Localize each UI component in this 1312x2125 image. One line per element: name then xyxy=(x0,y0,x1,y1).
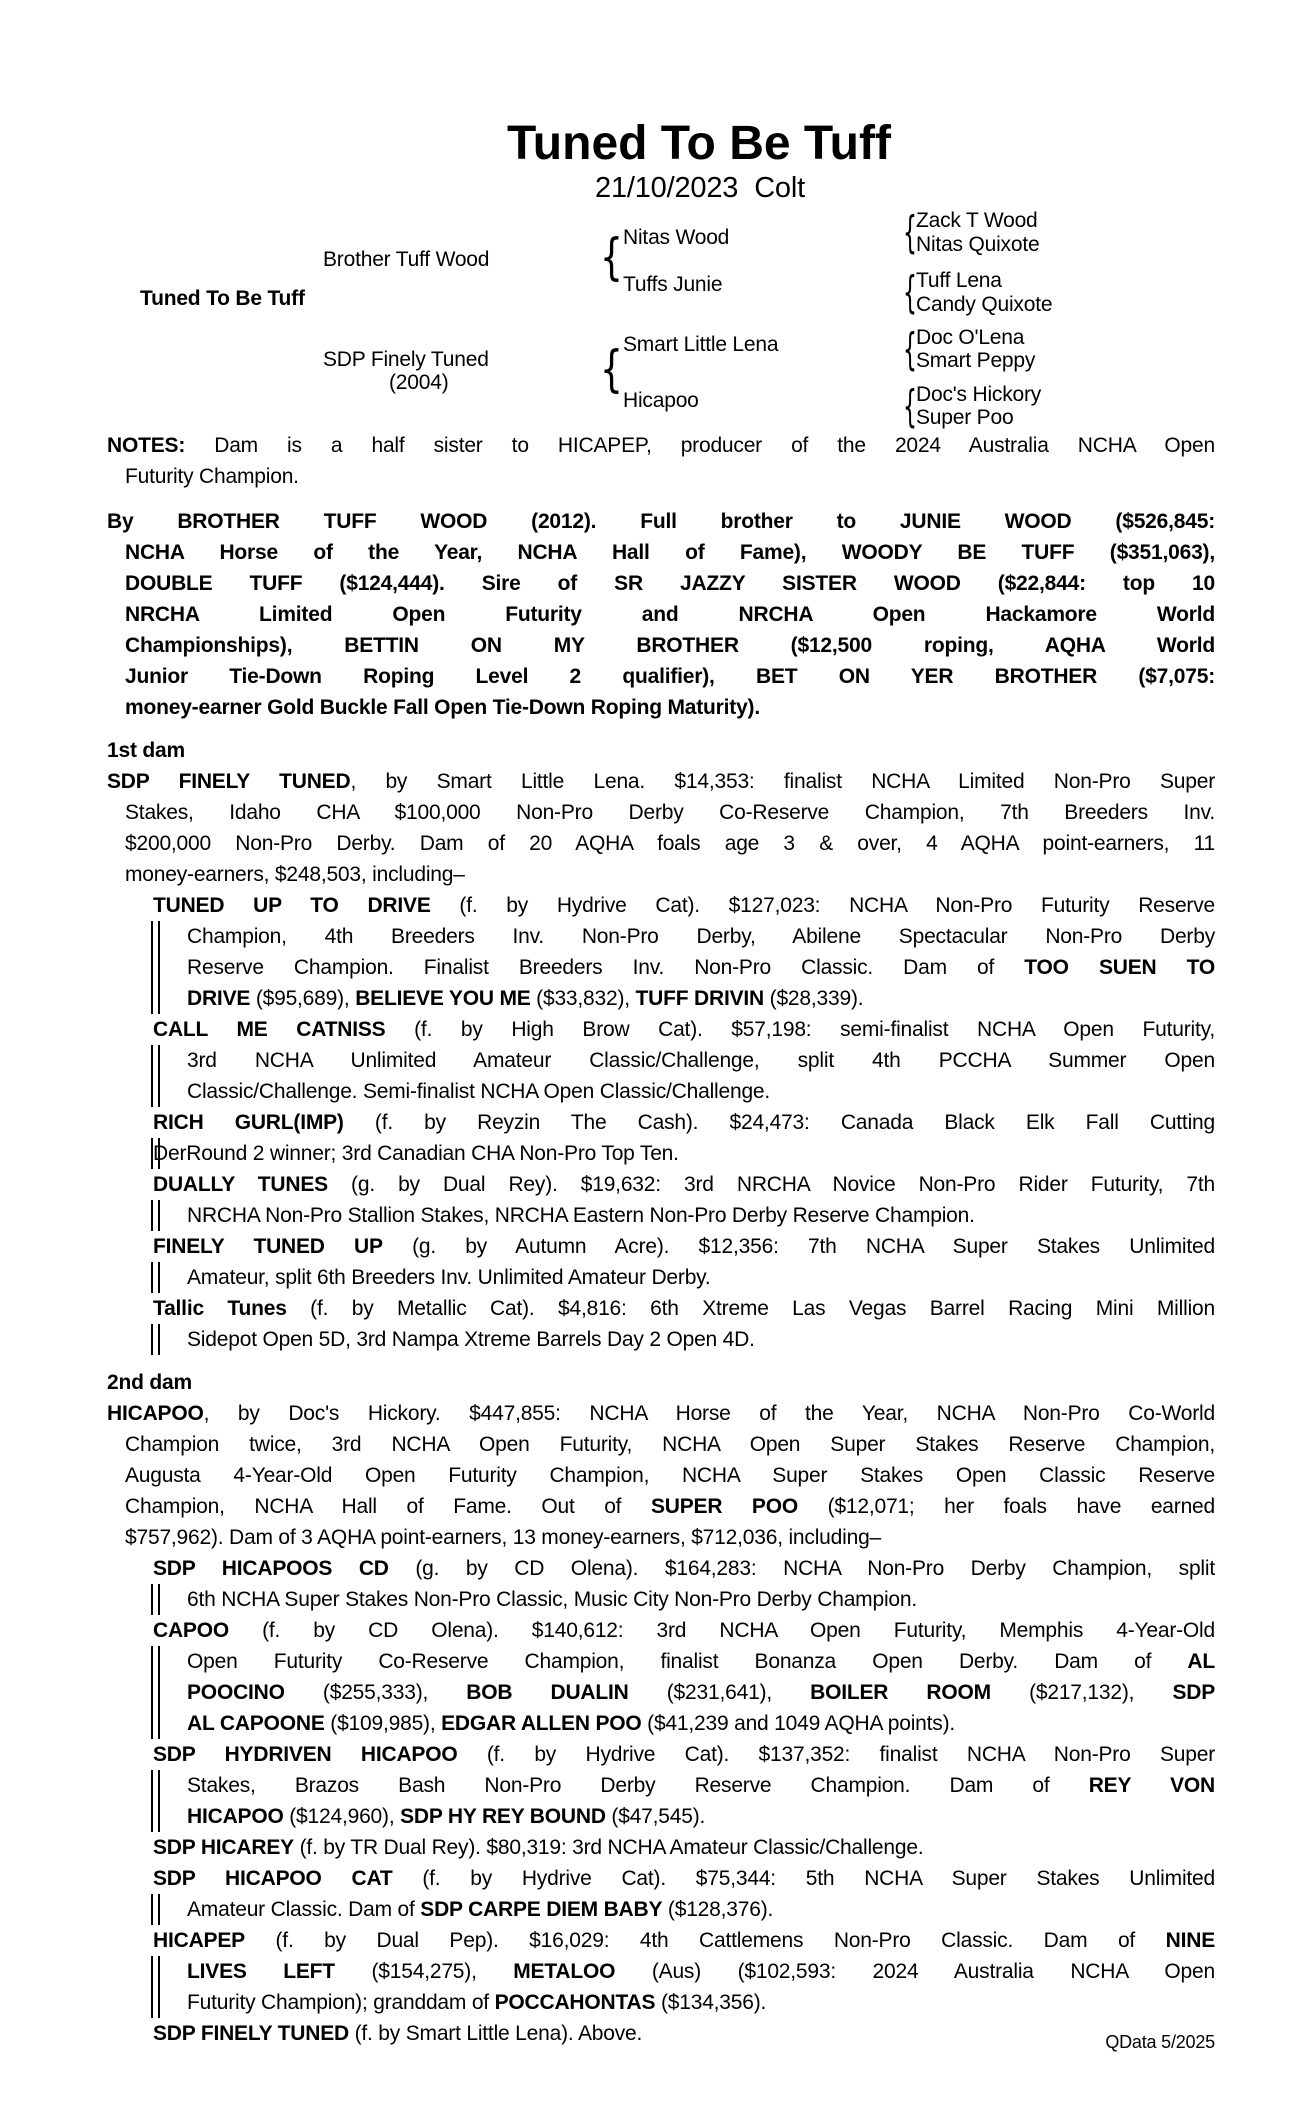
text-segment: (g. by Autumn Acre). $12,356: 7th NCHA Super Stakes Unlimited xyxy=(382,1235,1215,1258)
gen4-ancestor: Smart Peppy xyxy=(916,349,1036,372)
sex-label: Colt xyxy=(754,172,805,204)
text-segment: Champion, 4th Breeders Inv. Non-Pro Derby, Abilene Spectacular Non-Pro Derby xyxy=(187,925,1215,948)
text-segment: ($33,832), xyxy=(530,987,636,1010)
horse-name-emphasis: TUFF DRIVIN xyxy=(635,987,765,1010)
notes-line xyxy=(107,430,1215,461)
dam-record-line xyxy=(107,1429,1215,1460)
dam-record-line xyxy=(107,1522,1215,1553)
horse-name-emphasis: Tallic Tunes xyxy=(153,1297,287,1320)
text-segment: (f. by Hydrive Cat). $75,344: 5th NCHA Super Stakes Unlimited xyxy=(392,1867,1215,1890)
text-segment: Sidepot Open 5D, 3rd Nampa Xtreme Barrels Day 2 Open 4D. xyxy=(187,1328,755,1351)
gen3-dam-sire: Smart Little Lena xyxy=(623,333,779,356)
dam-record-line xyxy=(107,1491,1215,1522)
horse-name-emphasis: SUPER POO xyxy=(650,1495,798,1518)
horse-name-emphasis: LIVES LEFT xyxy=(187,1960,335,1983)
horse-name-emphasis: NINE xyxy=(1165,1929,1215,1952)
text-segment: 3rd NCHA Unlimited Amateur Classic/Challenge, split 4th PCCHA Summer Open xyxy=(187,1049,1215,1072)
pedigree-connector-bars-icon xyxy=(151,921,160,952)
gen3-sire-dam: Tuffs Junie xyxy=(623,273,723,296)
text-segment: Dam is a half sister to HICAPEP, producer of the 2024 Australia NCHA Open xyxy=(185,434,1215,457)
horse-name-emphasis: SDP CARPE DIEM BABY xyxy=(420,1898,663,1921)
horse-name-emphasis: DOUBLE TUFF ($124,444). Sire of SR JAZZY SISTER WOOD ($22,844: top 10 xyxy=(125,572,1215,595)
dam-record-line xyxy=(107,1398,1215,1429)
sire-name: Brother Tuff Wood xyxy=(323,248,490,271)
horse-name-emphasis: REY VON xyxy=(1088,1774,1215,1797)
gen4-ancestor: Tuff Lena xyxy=(916,269,1002,292)
text-segment: (g. by Dual Rey). $19,632: 3rd NRCHA Novice Non-Pro Rider Futurity, 7th xyxy=(327,1173,1215,1196)
horse-name-emphasis: Championships), BETTIN ON MY BROTHER ($12,500 roping, AQHA World xyxy=(125,634,1215,657)
text-segment: ($217,132), xyxy=(990,1681,1173,1704)
offspring-line xyxy=(107,1107,1215,1138)
text-segment: (f. by TR Dual Rey). $80,319: 3rd NCHA Amateur Classic/Challenge. xyxy=(293,1836,924,1859)
gen4-ancestor: Doc O'Lena xyxy=(916,326,1025,349)
pedigree-connector-bars-icon xyxy=(151,1200,160,1231)
section-heading-1st-dam xyxy=(107,735,1215,766)
section-heading-2nd-dam xyxy=(107,1367,1215,1398)
text-segment: (f. by Smart Little Lena). Above. xyxy=(348,2022,643,2045)
gen4-ancestor: Candy Quixote xyxy=(916,293,1053,316)
horse-name-emphasis: money-earner Gold Buckle Fall Open Tie-Down Roping Maturity). xyxy=(125,696,760,719)
pedigree-connector-bars-icon xyxy=(151,1262,160,1293)
offspring-line xyxy=(107,1200,1215,1231)
offspring-line xyxy=(107,1045,1215,1076)
text-segment: NRCHA Non-Pro Stallion Stakes, NRCHA Eastern Non-Pro Derby Reserve Champion. xyxy=(187,1204,975,1227)
horse-name-emphasis: TOO SUEN TO xyxy=(1024,956,1215,979)
text-segment: (f. by Reyzin The Cash). $24,473: Canada Black Elk Fall Cutting xyxy=(343,1111,1215,1134)
text-segment: Futurity Champion. xyxy=(125,465,299,488)
horse-name-emphasis: SDP HICAPOO CAT xyxy=(153,1867,393,1890)
sire-summary-line xyxy=(107,630,1215,661)
text-segment: ($28,339). xyxy=(764,987,864,1010)
notes-line xyxy=(107,461,1215,492)
text-segment: $200,000 Non-Pro Derby. Dam of 20 AQHA foals age 3 & over, 4 AQHA point-earners, 11 xyxy=(125,832,1215,855)
horse-name-emphasis: BOB DUALIN xyxy=(466,1681,629,1704)
horse-name-emphasis: HICAPOO xyxy=(107,1402,204,1425)
offspring-line xyxy=(107,2018,1215,2049)
text-segment: ($154,275), xyxy=(334,1960,514,1983)
offspring-line xyxy=(107,952,1215,983)
text-segment: Augusta 4-Year-Old Open Futurity Champion, NCHA Super Stakes Open Classic Reserve xyxy=(125,1464,1215,1487)
horse-name-emphasis: NRCHA Limited Open Futurity and NRCHA Open Hackamore World xyxy=(125,603,1215,626)
pedigree-connector-bars-icon xyxy=(151,1677,160,1708)
sire-summary-line xyxy=(107,506,1215,537)
offspring-line xyxy=(107,890,1215,921)
text-segment: ($41,239 and 1049 AQHA points). xyxy=(641,1712,956,1735)
publisher-credit: QData 5/2025 xyxy=(1105,2032,1215,2052)
dam-foaling-year: (2004) xyxy=(389,371,449,394)
text-segment: Champion, NCHA Hall of Fame. Out of xyxy=(125,1495,651,1518)
dam-record-line xyxy=(107,797,1215,828)
horse-name-emphasis: NOTES: xyxy=(107,434,186,457)
brace-icon: { xyxy=(903,381,917,432)
horse-name-emphasis: SDP FINELY TUNED xyxy=(153,2022,349,2045)
sire-summary-line xyxy=(107,692,1215,723)
pedigree-connector-bars-icon xyxy=(151,1076,160,1107)
text-segment: ($124,960), xyxy=(283,1805,401,1828)
offspring-line xyxy=(107,1646,1215,1677)
text-segment: Open Futurity Co-Reserve Champion, finalist Bonanza Open Derby. Dam of xyxy=(187,1650,1188,1673)
pedigree-connector-bars-icon xyxy=(151,1894,160,1925)
text-segment: $757,962). Dam of 3 AQHA point-earners, 13 money-earners, $712,036, including– xyxy=(125,1526,882,1549)
gen3-sire-sire: Nitas Wood xyxy=(623,226,730,249)
gen4-ancestor: Doc's Hickory xyxy=(916,383,1042,406)
text-segment: Futurity Champion); granddam of xyxy=(187,1991,495,2014)
text-segment: Stakes, Brazos Bash Non-Pro Derby Reserve Champion. Dam of xyxy=(187,1774,1089,1797)
horse-name-emphasis: CAPOO xyxy=(153,1619,230,1642)
text-segment: ($231,641), xyxy=(628,1681,811,1704)
pedigree-connector-bars-icon xyxy=(151,1324,160,1355)
pedigree-connector-bars-icon xyxy=(151,1646,160,1677)
horse-name-emphasis: POOCINO xyxy=(187,1681,285,1704)
dam-record-line xyxy=(107,828,1215,859)
sire-summary-line xyxy=(107,661,1215,692)
foaling-date: 21/10/2023 xyxy=(595,172,739,204)
offspring-line xyxy=(107,983,1215,1014)
pedigree-connector-bars-icon xyxy=(151,1801,160,1832)
offspring-line xyxy=(107,1770,1215,1801)
text-segment: Amateur, split 6th Breeders Inv. Unlimited Amateur Derby. xyxy=(187,1266,711,1289)
horse-name-emphasis: HICAPOO xyxy=(187,1805,284,1828)
text-segment: , by Doc's Hickory. $447,855: NCHA Horse of the Year, NCHA Non-Pro Co-World xyxy=(203,1402,1215,1425)
horse-name-emphasis: SDP HYDRIVEN HICAPOO xyxy=(153,1743,458,1766)
horse-name-emphasis: SDP HY REY BOUND xyxy=(400,1805,606,1828)
horse-name-emphasis: RICH GURL(IMP) xyxy=(153,1111,344,1134)
offspring-line xyxy=(107,1925,1215,1956)
text-segment: (f. by Hydrive Cat). $137,352: finalist NCHA Non-Pro Super xyxy=(457,1743,1215,1766)
offspring-line xyxy=(107,1863,1215,1894)
text-segment: Amateur Classic. Dam of xyxy=(187,1898,421,1921)
pedigree-connector-bars-icon xyxy=(151,1956,160,1987)
offspring-line xyxy=(107,1956,1215,1987)
horse-name-emphasis: DRIVE xyxy=(187,987,251,1010)
horse-name-emphasis: NCHA Horse of the Year, NCHA Hall of Fame), WOODY BE TUFF ($351,063), xyxy=(125,541,1215,564)
pedigree-connector-bars-icon xyxy=(151,1138,160,1169)
offspring-line xyxy=(107,1708,1215,1739)
text-segment: Champion twice, 3rd NCHA Open Futurity, NCHA Open Super Stakes Reserve Champion, xyxy=(125,1433,1215,1456)
pedigree-connector-bars-icon xyxy=(151,952,160,983)
brace-icon: { xyxy=(903,267,917,318)
horse-name-emphasis: TUNED UP TO DRIVE xyxy=(153,894,431,917)
horse-name-emphasis: EDGAR ALLEN POO xyxy=(441,1712,642,1735)
horse-name-emphasis: 2nd dam xyxy=(107,1371,192,1394)
text-segment: Stakes, Idaho CHA $100,000 Non-Pro Derby Co-Reserve Champion, 7th Breeders Inv. xyxy=(125,801,1215,824)
horse-name-emphasis: By BROTHER TUFF WOOD (2012). Full brother to JUNIE WOOD ($526,845: xyxy=(107,510,1215,533)
brace-icon: { xyxy=(903,324,917,375)
dam-record-line xyxy=(107,859,1215,890)
sire-summary-line xyxy=(107,537,1215,568)
text-segment: (Aus) ($102,593: 2024 Australia NCHA Open xyxy=(615,1960,1215,1983)
text-segment: ($134,356). xyxy=(655,1991,767,2014)
offspring-line xyxy=(107,1262,1215,1293)
produce-record-body xyxy=(107,430,1215,2049)
offspring-line xyxy=(107,1987,1215,2018)
page-title: Tuned To Be Tuff xyxy=(507,117,891,170)
offspring-line xyxy=(107,1169,1215,1200)
text-segment: (f. by Metallic Cat). $4,816: 6th Xtreme Las Vegas Barrel Racing Mini Million xyxy=(286,1297,1215,1320)
horse-name-emphasis: FINELY TUNED UP xyxy=(153,1235,383,1258)
offspring-line xyxy=(107,1553,1215,1584)
dam-record-line xyxy=(107,766,1215,797)
text-segment: ($128,376). xyxy=(662,1898,774,1921)
pedigree-connector-bars-icon xyxy=(151,1584,160,1615)
text-segment: (f. by High Brow Cat). $57,198: semi-finalist NCHA Open Futurity, xyxy=(385,1018,1215,1041)
dam-record-line xyxy=(107,1460,1215,1491)
text-segment: (f. by CD Olena). $140,612: 3rd NCHA Open Futurity, Memphis 4-Year-Old xyxy=(229,1619,1215,1642)
gen4-ancestor: Zack T Wood xyxy=(916,209,1038,232)
text-segment: (f. by Hydrive Cat). $127,023: NCHA Non-Pro Futurity Reserve xyxy=(430,894,1215,917)
text-segment: 6th NCHA Super Stakes Non-Pro Classic, Music City Non-Pro Derby Champion. xyxy=(187,1588,917,1611)
offspring-line xyxy=(107,921,1215,952)
offspring-line xyxy=(107,1076,1215,1107)
offspring-line xyxy=(107,1138,1215,1169)
horse-name-emphasis: SDP HICAPOOS CD xyxy=(153,1557,389,1580)
brace-icon: { xyxy=(600,340,623,398)
offspring-line xyxy=(107,1324,1215,1355)
text-segment: (f. by Dual Pep). $16,029: 4th Cattlemens Non-Pro Classic. Dam of xyxy=(244,1929,1166,1952)
text-segment: ($109,985), xyxy=(324,1712,442,1735)
dam-name: SDP Finely Tuned xyxy=(323,348,489,371)
pedigree-connector-bars-icon xyxy=(151,1987,160,2018)
offspring-line xyxy=(107,1739,1215,1770)
gen3-dam-dam: Hicapoo xyxy=(623,389,699,412)
horse-name-emphasis: HICAPEP xyxy=(153,1929,245,1952)
pedigree-connector-bars-icon xyxy=(151,1708,160,1739)
brace-icon: { xyxy=(903,207,917,258)
sire-summary-line xyxy=(107,568,1215,599)
horse-name-emphasis: BOILER ROOM xyxy=(810,1681,991,1704)
horse-name-emphasis: AL xyxy=(1187,1650,1215,1673)
horse-name-emphasis: POCCAHONTAS xyxy=(494,1991,656,2014)
offspring-line xyxy=(107,1014,1215,1045)
horse-name-emphasis: CALL ME CATNISS xyxy=(153,1018,386,1041)
gen4-ancestor: Nitas Quixote xyxy=(916,233,1040,256)
offspring-line xyxy=(107,1832,1215,1863)
offspring-line xyxy=(107,1231,1215,1262)
text-segment: Reserve Champion. Finalist Breeders Inv. Non-Pro Classic. Dam of xyxy=(187,956,1025,979)
offspring-line xyxy=(107,1293,1215,1324)
offspring-line xyxy=(107,1677,1215,1708)
horse-name-emphasis: BELIEVE YOU ME xyxy=(355,987,531,1010)
text-segment: ($95,689), xyxy=(250,987,356,1010)
horse-name-emphasis: AL CAPOONE xyxy=(187,1712,325,1735)
horse-name-emphasis: SDP FINELY TUNED xyxy=(107,770,351,793)
pedigree-connector-bars-icon xyxy=(151,983,160,1014)
gen4-ancestor: Super Poo xyxy=(916,406,1014,429)
horse-name-emphasis: Junior Tie-Down Roping Level 2 qualifier), BET ON YER BROTHER ($7,075: xyxy=(125,665,1215,688)
subject-name: Tuned To Be Tuff xyxy=(140,287,305,310)
offspring-line xyxy=(107,1801,1215,1832)
text-segment: ($255,333), xyxy=(284,1681,467,1704)
text-segment: , by Smart Little Lena. $14,353: finalist NCHA Limited Non-Pro Super xyxy=(350,770,1215,793)
text-segment: ($47,545). xyxy=(605,1805,706,1828)
offspring-line xyxy=(107,1615,1215,1646)
pedigree-connector-bars-icon xyxy=(151,1770,160,1801)
horse-name-emphasis: DUALLY TUNES xyxy=(153,1173,328,1196)
text-segment: DerRound 2 winner; 3rd Canadian CHA Non-Pro Top Ten. xyxy=(153,1142,679,1165)
horse-name-emphasis: 1st dam xyxy=(107,739,185,762)
brace-icon: { xyxy=(600,228,623,286)
horse-name-emphasis: METALOO xyxy=(513,1960,616,1983)
text-segment: (g. by CD Olena). $164,283: NCHA Non-Pro Derby Champion, split xyxy=(388,1557,1215,1580)
horse-name-emphasis: SDP xyxy=(1172,1681,1216,1704)
sire-summary-line xyxy=(107,599,1215,630)
offspring-line xyxy=(107,1584,1215,1615)
pedigree-connector-bars-icon xyxy=(151,1045,160,1076)
foaling-info xyxy=(595,172,805,205)
text-segment: money-earners, $248,503, including– xyxy=(125,863,465,886)
text-segment: Classic/Challenge. Semi-finalist NCHA Open Classic/Challenge. xyxy=(187,1080,771,1103)
offspring-line xyxy=(107,1894,1215,1925)
horse-name-emphasis: SDP HICAREY xyxy=(153,1836,294,1859)
text-segment: ($12,071; her foals have earned xyxy=(797,1495,1216,1518)
